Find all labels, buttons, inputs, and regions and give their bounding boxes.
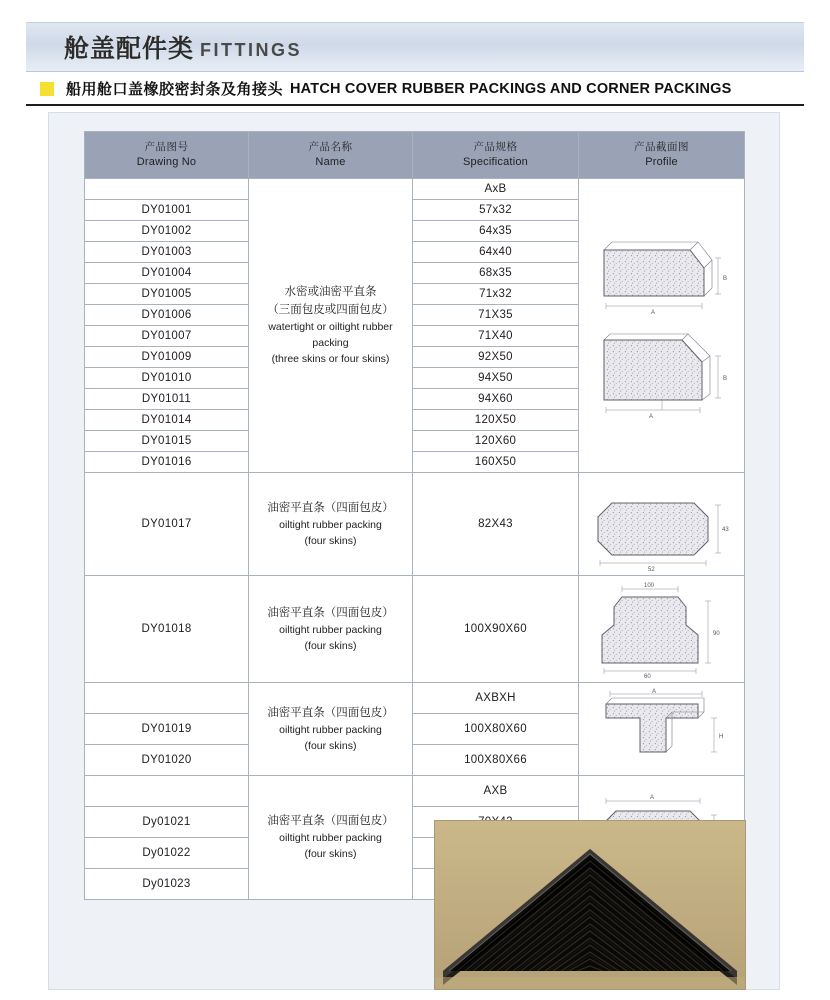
cell-drawing: DY01017 xyxy=(85,473,249,576)
spec-table-wrapper xyxy=(84,131,744,900)
cell-profile-group1 xyxy=(579,179,745,473)
column-header-profile-cn: 产品截面图 xyxy=(634,141,689,154)
table-row xyxy=(85,683,745,714)
cell-profile-group2 xyxy=(579,473,745,576)
cell-spec: 100X80X60 xyxy=(413,714,579,745)
cell-drawing: DY01010 xyxy=(85,368,249,389)
cell-name-group5 xyxy=(249,776,413,900)
spec-table xyxy=(84,131,745,900)
cell-name-group1 xyxy=(249,179,413,473)
table-row xyxy=(85,576,745,683)
cell-spec: 82X43 xyxy=(413,473,579,576)
group5-name-en-2: (four skins) xyxy=(304,848,357,861)
group5-name-cn: 油密平直条（四面包皮） xyxy=(267,813,394,828)
cell-spec: 57x32 xyxy=(413,200,579,221)
svg-text:B: B xyxy=(722,375,727,382)
cell-drawing: DY01005 xyxy=(85,284,249,305)
cell-spec: 120X50 xyxy=(413,410,579,431)
cell-drawing: DY01015 xyxy=(85,431,249,452)
page-title-cn: 舱盖配件类 xyxy=(64,34,195,63)
cell-drawing: DY01003 xyxy=(85,242,249,263)
group4-name-en-2: (four skins) xyxy=(304,739,357,752)
cell-spec: 94X60 xyxy=(413,389,579,410)
profile-drawing-group1 xyxy=(582,212,742,440)
table-row xyxy=(85,473,745,576)
cell-name-group3 xyxy=(249,576,413,683)
page-title-en: FITTINGS xyxy=(200,39,303,60)
cell-drawing: DY01007 xyxy=(85,326,249,347)
bullet-square-icon xyxy=(40,82,54,96)
profile-drawing-group4 xyxy=(582,688,742,770)
group5-name-en-1: oiltight rubber packing xyxy=(279,832,382,845)
svg-text:A: A xyxy=(651,689,656,695)
cell-drawing: DY01001 xyxy=(85,200,249,221)
table-row xyxy=(85,776,745,807)
cell-drawing: DY01019 xyxy=(85,714,249,745)
cell-drawing: Dy01023 xyxy=(85,869,249,900)
cell-spec: 94X50 xyxy=(413,368,579,389)
cell-spec: 92X50 xyxy=(413,347,579,368)
group4-name-en-1: oiltight rubber packing xyxy=(279,723,382,736)
svg-text:B: B xyxy=(722,275,727,282)
profile-dim-width-group3: 100 xyxy=(643,583,654,589)
cell-drawing: DY01020 xyxy=(85,745,249,776)
column-header-drawing-no xyxy=(85,132,249,179)
cell-spec-header-axb2: AXB xyxy=(413,776,579,807)
column-header-name-cn: 产品名称 xyxy=(308,141,353,154)
table-row xyxy=(85,179,745,200)
group1-name-en-2: (three skins or four skins) xyxy=(271,353,390,366)
column-header-specification xyxy=(413,132,579,179)
cell-drawing-blank xyxy=(85,179,249,200)
group1-name-cn-2: （三面包皮或四面包皮） xyxy=(267,302,394,317)
column-header-profile xyxy=(579,132,745,179)
cell-spec: 120X60 xyxy=(413,431,579,452)
cell-spec: 160X50 xyxy=(413,452,579,473)
cell-spec-header-axb: AxB xyxy=(413,179,579,200)
cell-name-group4 xyxy=(249,683,413,776)
svg-text:A: A xyxy=(650,309,655,316)
group1-name-cn-1: 水密或油密平直条 xyxy=(284,284,377,299)
cell-drawing: DY01011 xyxy=(85,389,249,410)
cell-drawing: Dy01022 xyxy=(85,838,249,869)
group4-name-cn: 油密平直条（四面包皮） xyxy=(267,704,394,719)
column-header-drawing-no-en: Drawing No xyxy=(136,155,197,168)
svg-text:A: A xyxy=(648,413,653,420)
profile-dim-width-group2: 52 xyxy=(647,567,655,573)
group3-name-en-2: (four skins) xyxy=(304,639,357,652)
profile-dim-base-group3: 60 xyxy=(643,674,651,679)
cell-drawing: DY01009 xyxy=(85,347,249,368)
table-header-row xyxy=(85,132,745,179)
cell-spec: 71x32 xyxy=(413,284,579,305)
cell-spec: 64x40 xyxy=(413,242,579,263)
cell-spec-header-axbxh: AXBXH xyxy=(413,683,579,714)
cell-drawing-blank xyxy=(85,776,249,807)
section-subtitle xyxy=(26,78,804,99)
group2-name-cn: 油密平直条（四面包皮） xyxy=(267,499,394,514)
cell-drawing-blank xyxy=(85,683,249,714)
cell-drawing: DY01004 xyxy=(85,263,249,284)
profile-drawing-group3 xyxy=(582,579,742,679)
page-header-inner xyxy=(26,23,804,71)
profile-dim-height-group3: 90 xyxy=(712,631,720,637)
subtitle-en: HATCH COVER RUBBER PACKINGS AND CORNER PACKINGS xyxy=(290,80,732,97)
cell-spec: 100X80X66 xyxy=(413,745,579,776)
column-header-specification-en: Specification xyxy=(463,155,528,168)
cell-name-group2 xyxy=(249,473,413,576)
cell-spec: 100X90X60 xyxy=(413,576,579,683)
cell-drawing: DY01018 xyxy=(85,576,249,683)
group3-name-cn: 油密平直条（四面包皮） xyxy=(267,604,394,619)
spec-table-head xyxy=(85,132,745,179)
column-header-specification-cn: 产品规格 xyxy=(473,141,518,154)
cell-drawing: Dy01021 xyxy=(85,807,249,838)
group2-name-en-2: (four skins) xyxy=(304,534,357,547)
column-header-name-en: Name xyxy=(315,155,346,168)
photo-graphic xyxy=(435,821,745,989)
svg-text:A: A xyxy=(649,794,654,801)
header-divider xyxy=(26,104,804,106)
footer-space xyxy=(0,994,830,1000)
group2-name-en-1: oiltight rubber packing xyxy=(279,518,382,531)
cell-spec: 64x35 xyxy=(413,221,579,242)
cell-profile-group3 xyxy=(579,576,745,683)
group1-name-en-1: watertight or oiltight rubber packing xyxy=(268,320,393,350)
profile-drawing-group2 xyxy=(582,475,742,573)
cell-spec: 68x35 xyxy=(413,263,579,284)
column-header-profile-en: Profile xyxy=(645,155,678,168)
cell-drawing: DY01002 xyxy=(85,221,249,242)
column-header-name xyxy=(249,132,413,179)
photo-inner xyxy=(435,821,745,989)
cell-drawing: DY01014 xyxy=(85,410,249,431)
subtitle-cn: 船用舱口盖橡胶密封条及角接头 xyxy=(66,80,284,98)
cell-profile-group4 xyxy=(579,683,745,776)
column-header-drawing-no-cn: 产品图号 xyxy=(144,141,189,154)
profile-dim-height-group2: 43 xyxy=(721,527,729,533)
svg-text:H: H xyxy=(718,734,723,740)
cell-spec: 71X35 xyxy=(413,305,579,326)
group3-name-en-1: oiltight rubber packing xyxy=(279,623,382,636)
cell-spec: 71X40 xyxy=(413,326,579,347)
page-header-band xyxy=(26,22,804,72)
cell-drawing: DY01016 xyxy=(85,452,249,473)
cell-drawing: DY01006 xyxy=(85,305,249,326)
corner-packing-photo xyxy=(434,820,746,990)
spec-table-body xyxy=(85,179,745,900)
